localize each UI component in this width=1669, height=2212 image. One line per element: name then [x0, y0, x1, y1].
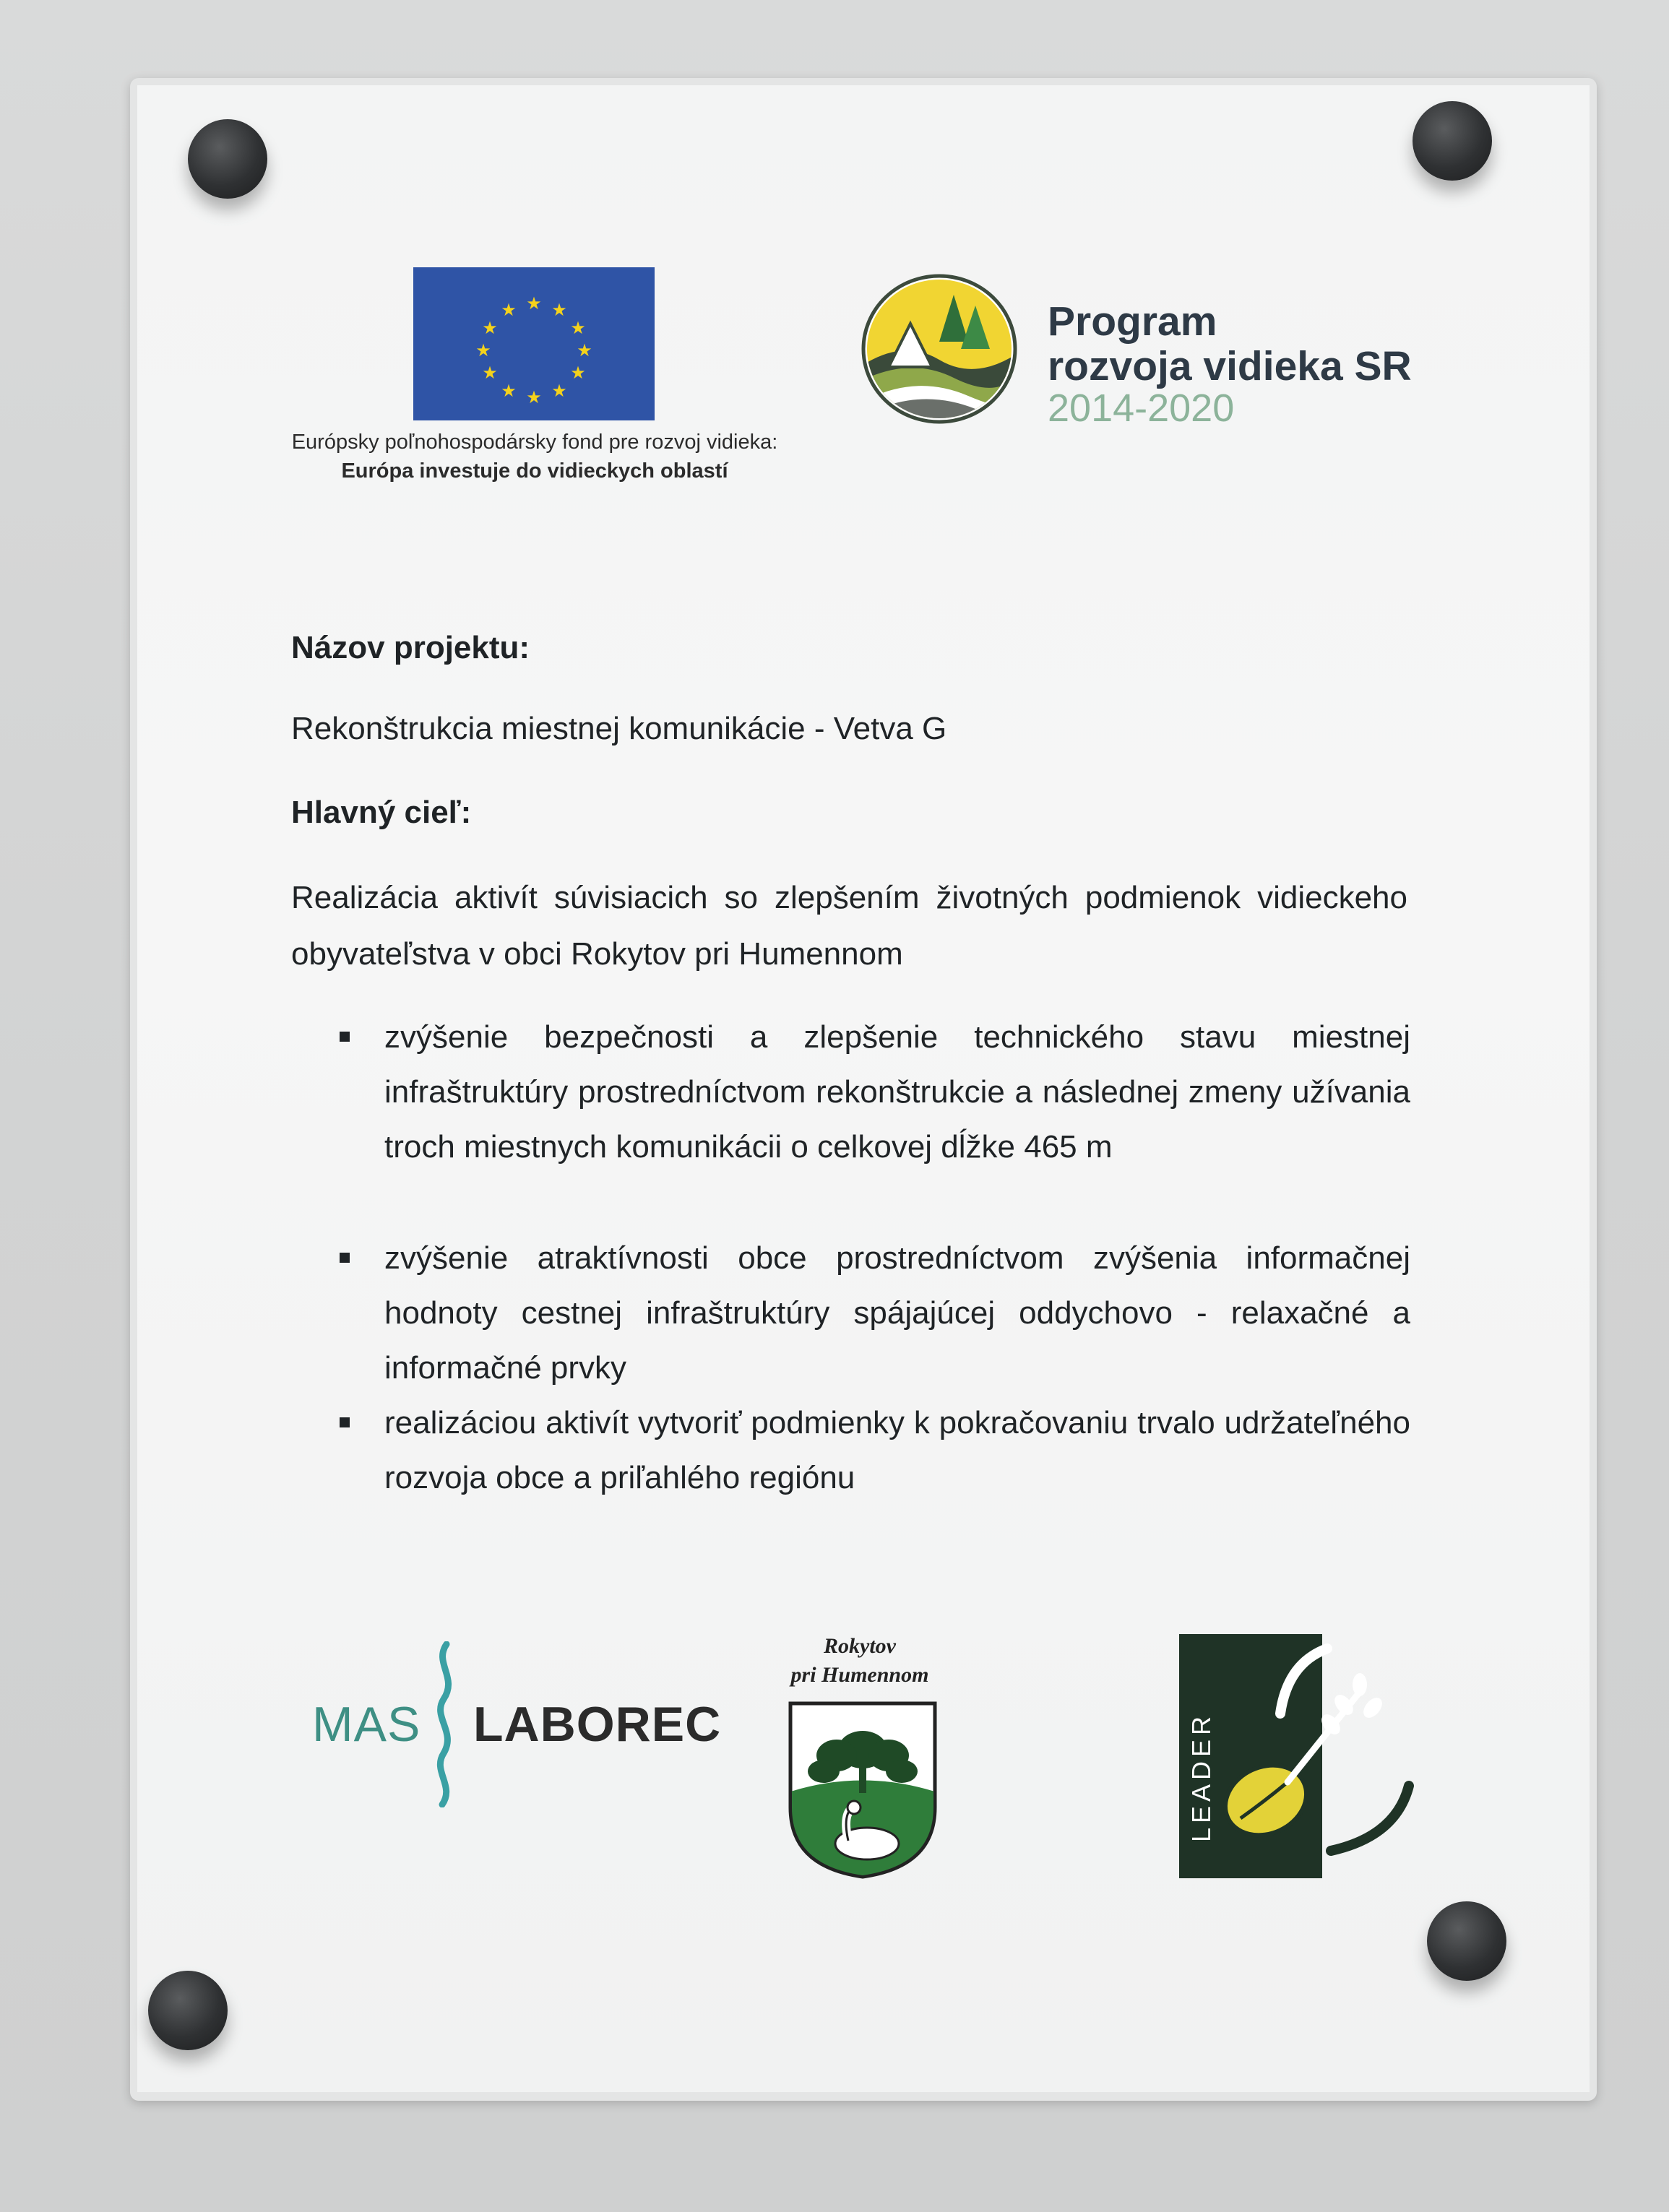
- coat-name-line1: Rokytov: [824, 1634, 896, 1658]
- magnet-top-right: [1413, 101, 1492, 181]
- svg-text:★: ★: [526, 387, 542, 407]
- svg-text:★: ★: [551, 300, 567, 320]
- magnet-bottom-right: [1427, 1901, 1506, 1981]
- eu-flag-logo: [413, 267, 655, 420]
- svg-text:★: ★: [501, 300, 517, 320]
- svg-text:★: ★: [482, 363, 498, 383]
- svg-text:★: ★: [570, 363, 586, 383]
- wave-icon: [426, 1641, 462, 1807]
- eu-caption-line2: Európa investuje do vidieckych oblastí: [341, 459, 728, 483]
- bullet-text: zvýšenie atraktívnosti obce prostredníctvom zvýšenia informačnej hodnoty cestnej infraštruktúry spájajúcej oddychovo - relaxačné a informačné prvky: [384, 1240, 1410, 1386]
- bullet-square-icon: [340, 1417, 350, 1427]
- bullet-text: realizáciou aktivít vytvoriť podmienky k pokračovaniu trvalo udržateľného rozvoja obce a priľahlého regiónu: [384, 1405, 1410, 1495]
- bullet-square-icon: [340, 1253, 350, 1263]
- bullet-square-icon: [340, 1032, 350, 1042]
- project-name-value: Rekonštrukcia miestnej komunikácie - Vetva G: [291, 711, 947, 746]
- eu-stars-icon: [413, 267, 655, 420]
- prv-years: 2014-2020: [1048, 386, 1235, 430]
- mas-logo-left-word: MAS: [312, 1697, 421, 1752]
- svg-text:★: ★: [570, 318, 586, 338]
- svg-text:★: ★: [501, 381, 517, 401]
- magnet-bottom-left: [148, 1971, 228, 2050]
- svg-text:★: ★: [551, 381, 567, 401]
- goal-heading: Hlavný cieľ:: [291, 795, 472, 830]
- svg-text:★: ★: [482, 318, 498, 338]
- prv-title-line2: rozvoja vidieka SR: [1048, 343, 1412, 389]
- svg-text:★: ★: [526, 293, 542, 314]
- svg-text:★: ★: [577, 340, 592, 360]
- prv-title-line1: Program: [1048, 298, 1217, 345]
- prv-emblem-icon: [860, 273, 1019, 425]
- eu-caption-line1: Európsky poľnohospodársky fond pre rozvoj vidieka:: [291, 431, 778, 454]
- coat-name-line2: pri Humennom: [790, 1663, 929, 1687]
- goal-text: Realizácia aktivít súvisiacich so zlepšením životných podmienok vidieckeho obyvateľstva v obci Rokytov pri Humennom: [291, 880, 1407, 972]
- leader-label-vertical: [1179, 1654, 1222, 1871]
- coat-of-arms-icon: [786, 1699, 939, 1880]
- leader-label: LEADER: [1186, 1711, 1216, 1842]
- bullet-text: zvýšenie bezpečnosti a zlepšenie technického stavu miestnej infraštruktúry prostredníctvom rekonštrukcie a následnej zmeny užívania troch miestnych komunikácii o celkovej dĺžke 465 m: [384, 1019, 1410, 1165]
- svg-text:★: ★: [475, 340, 491, 360]
- magnet-top-left: [188, 119, 267, 199]
- mas-logo-right-word: LABOREC: [473, 1697, 722, 1752]
- project-name-heading: Názov projektu:: [291, 630, 530, 665]
